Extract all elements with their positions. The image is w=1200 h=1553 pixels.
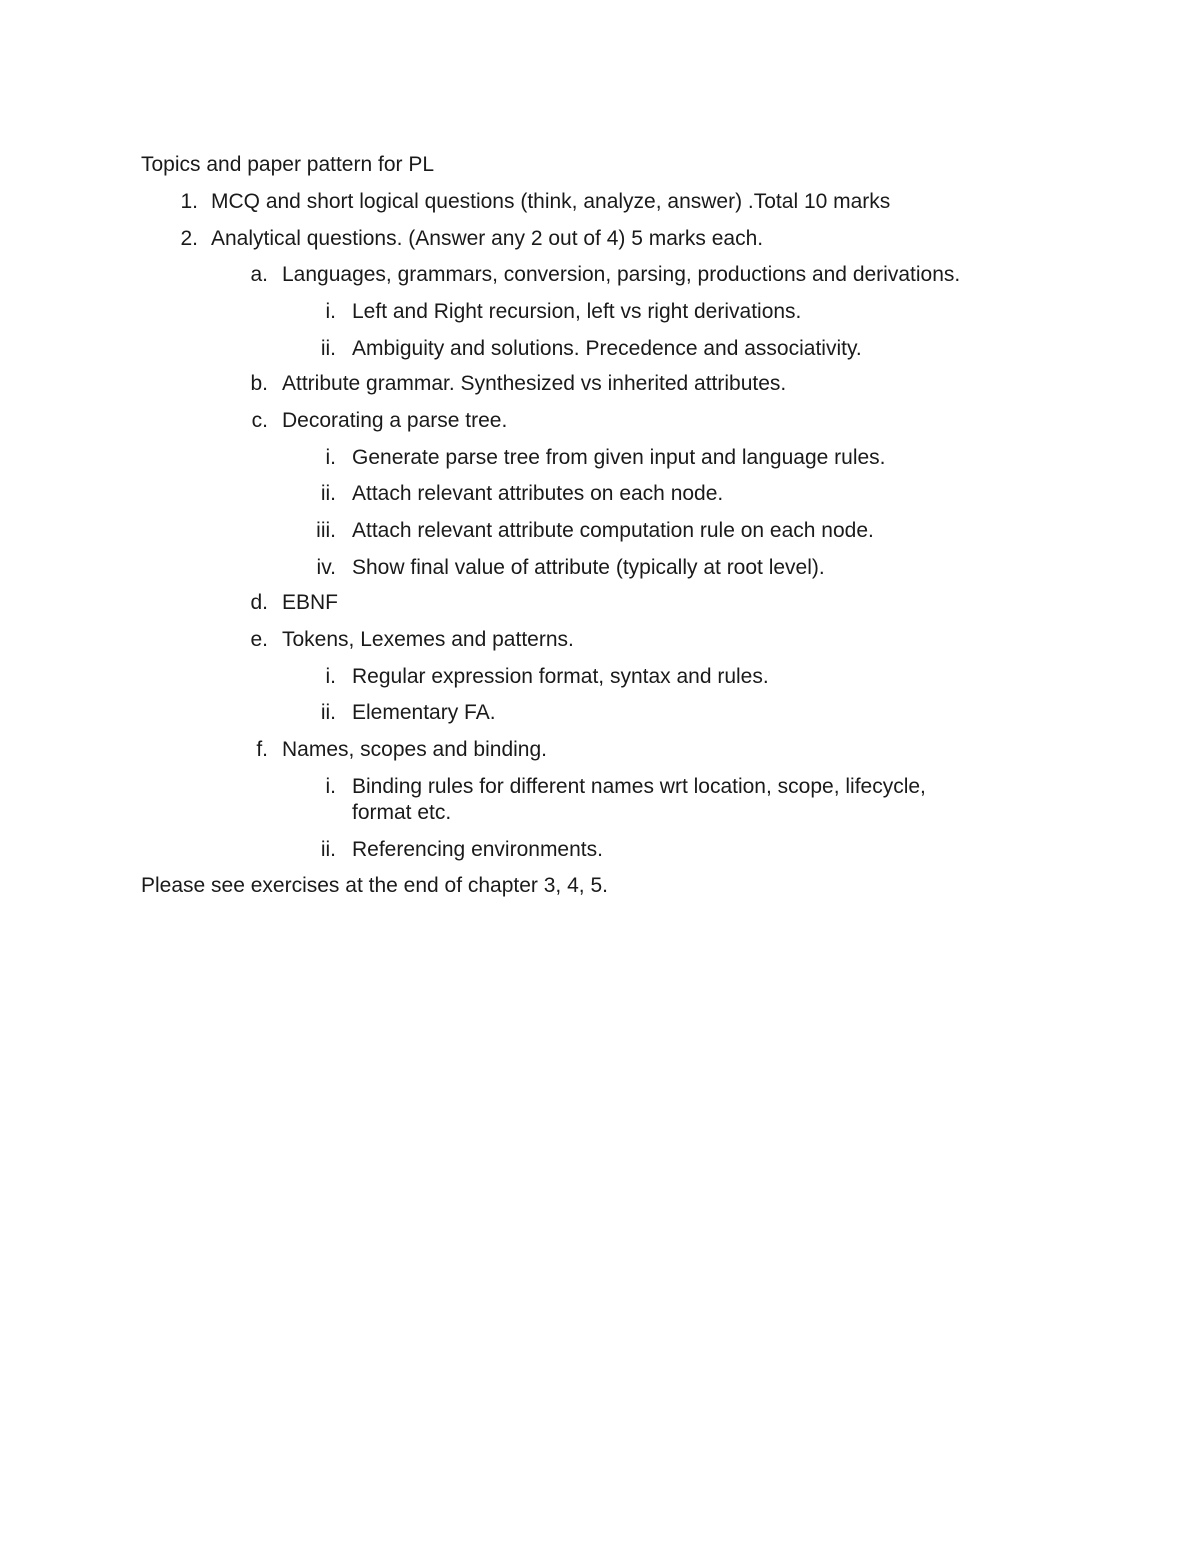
list-item-2f-i-continued: format etc. [352,801,452,824]
list-marker-2e-i: i. [325,665,336,688]
list-marker-2a-ii: ii. [320,337,336,360]
list-marker-2a: a. [250,263,268,286]
footer-note: Please see exercises at the end of chapter 3, 4, 5. [141,874,608,897]
list-item-2d: EBNF [282,591,339,614]
list-item-2e-i: Regular expression format, syntax and rules. [352,665,769,688]
list-item-2c-ii: Attach relevant attributes on each node. [352,482,724,505]
list-marker-2e: e. [250,628,268,651]
list-item-2f-ii: Referencing environments. [352,838,603,861]
list-marker-1: 1. [180,190,198,213]
list-marker-2c-iii: iii. [316,519,336,542]
list-marker-2f-ii: ii. [320,838,336,861]
list-marker-2: 2. [180,227,198,250]
list-item-2e-ii: Elementary FA. [352,701,496,724]
list-marker-2f: f. [256,738,268,761]
list-item-2c-i: Generate parse tree from given input and language rules. [352,446,886,469]
list-item-2c-iii: Attach relevant attribute computation rule on each node. [352,519,874,542]
list-marker-2c-i: i. [325,446,336,469]
list-item-2b: Attribute grammar. Synthesized vs inherited attributes. [282,372,787,395]
list-item-2a-ii: Ambiguity and solutions. Precedence and associativity. [352,337,862,360]
list-item-2e: Tokens, Lexemes and patterns. [282,628,574,651]
list-marker-2e-ii: ii. [320,701,336,724]
list-item-2c-iv: Show final value of attribute (typically at root level). [352,556,825,579]
list-item-2f-i: Binding rules for different names wrt location, scope, lifecycle, [352,775,926,798]
list-item-2a-i: Left and Right recursion, left vs right derivations. [352,300,802,323]
list-marker-2c: c. [251,409,268,432]
list-marker-2c-ii: ii. [320,482,336,505]
list-item-2a: Languages, grammars, conversion, parsing, productions and derivations. [282,263,961,286]
list-item-2: Analytical questions. (Answer any 2 out of 4) 5 marks each. [211,227,764,250]
list-marker-2f-i: i. [325,775,336,798]
document-title: Topics and paper pattern for PL [141,153,435,176]
list-marker-2d: d. [250,591,268,614]
list-marker-2b: b. [250,372,268,395]
list-item-1: MCQ and short logical questions (think, analyze, answer) .Total 10 marks [211,190,891,213]
list-item-2f: Names, scopes and binding. [282,738,547,761]
list-marker-2c-iv: iv. [316,556,336,579]
list-item-2c: Decorating a parse tree. [282,409,508,432]
list-marker-2a-i: i. [325,300,336,323]
